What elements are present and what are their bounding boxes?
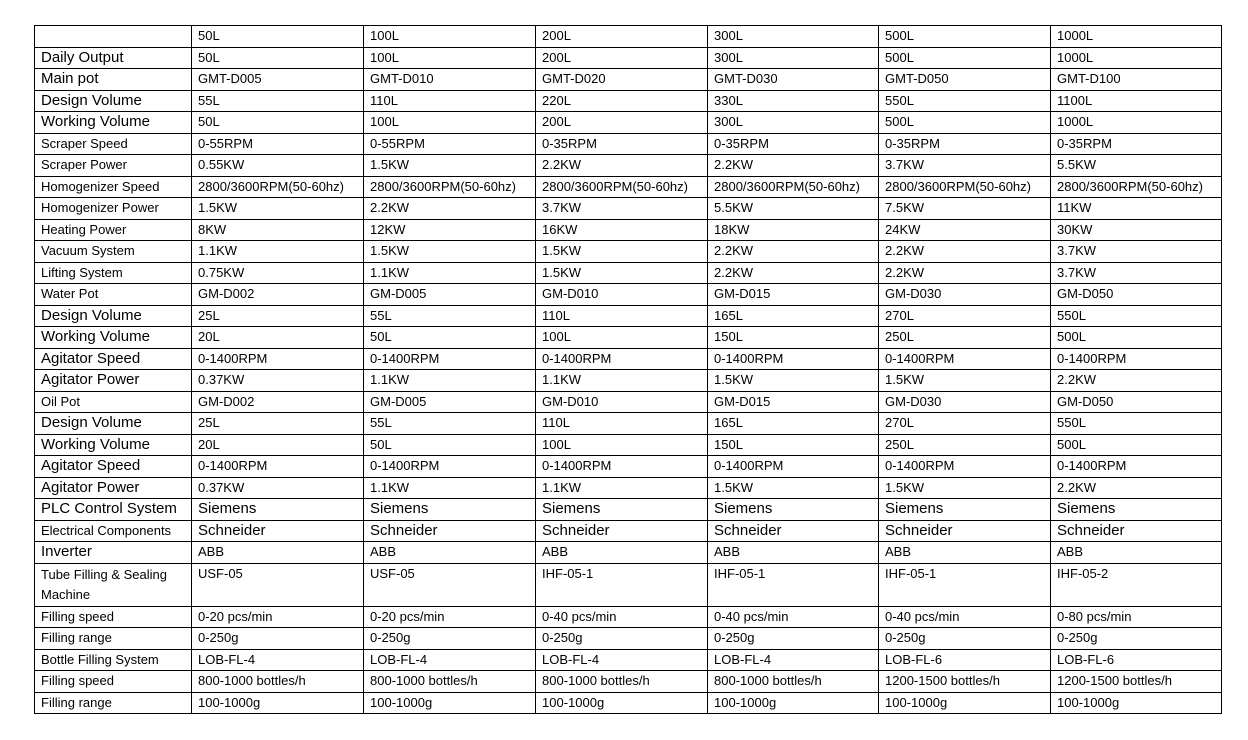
row-label: Working Volume: [35, 327, 192, 349]
table-cell: GM-D030: [879, 391, 1051, 413]
spec-table-body: [35, 26, 1222, 714]
table-row: [35, 305, 1222, 327]
table-cell: 100L: [364, 47, 536, 69]
row-label: Agitator Power: [35, 370, 192, 392]
table-cell: 0-1400RPM: [192, 456, 364, 478]
table-cell: 1.5KW: [364, 155, 536, 177]
table-cell: 1100L: [1051, 90, 1222, 112]
table-row: [35, 456, 1222, 478]
table-cell: 500L: [1051, 327, 1222, 349]
table-cell: LOB-FL-4: [536, 649, 708, 671]
table-cell: 0-1400RPM: [536, 348, 708, 370]
table-cell: 100L: [364, 112, 536, 134]
table-cell: 2800/3600RPM(50-60hz): [536, 176, 708, 198]
table-row: [35, 112, 1222, 134]
table-cell: 0-55RPM: [364, 133, 536, 155]
table-cell: 800-1000 bottles/h: [708, 671, 879, 693]
table-cell: 2.2KW: [364, 198, 536, 220]
table-cell: 1.5KW: [708, 477, 879, 499]
table-cell: 1.1KW: [364, 370, 536, 392]
table-cell: 1.1KW: [364, 477, 536, 499]
table-cell: 25L: [192, 413, 364, 435]
table-cell: 8KW: [192, 219, 364, 241]
table-cell: 5.5KW: [1051, 155, 1222, 177]
table-cell: 100L: [536, 434, 708, 456]
table-cell: 300L: [708, 47, 879, 69]
row-label: Homogenizer Power: [35, 198, 192, 220]
table-cell: 500L: [879, 47, 1051, 69]
table-cell: 55L: [364, 305, 536, 327]
table-row: [35, 413, 1222, 435]
table-row: [35, 348, 1222, 370]
row-label: Agitator Speed: [35, 348, 192, 370]
table-row: [35, 219, 1222, 241]
table-row: [35, 176, 1222, 198]
table-cell: 500L: [879, 26, 1051, 48]
row-label: Filling range: [35, 628, 192, 650]
table-cell: 2800/3600RPM(50-60hz): [708, 176, 879, 198]
table-cell: 0-1400RPM: [708, 348, 879, 370]
table-cell: GMT-D020: [536, 69, 708, 91]
table-cell: 550L: [1051, 305, 1222, 327]
table-cell: 18KW: [708, 219, 879, 241]
table-row: [35, 69, 1222, 91]
table-row: [35, 241, 1222, 263]
table-cell: 1.5KW: [192, 198, 364, 220]
row-label: Scraper Power: [35, 155, 192, 177]
table-cell: 0-35RPM: [708, 133, 879, 155]
table-cell: 1.1KW: [536, 477, 708, 499]
table-cell: 0-1400RPM: [364, 456, 536, 478]
table-cell: USF-05: [364, 563, 536, 606]
table-cell: ABB: [192, 542, 364, 564]
table-cell: Schneider: [879, 520, 1051, 542]
table-row: [35, 198, 1222, 220]
row-label: Filling range: [35, 692, 192, 714]
table-cell: IHF-05-1: [536, 563, 708, 606]
table-cell: 1000L: [1051, 112, 1222, 134]
table-cell: 24KW: [879, 219, 1051, 241]
table-cell: GM-D010: [536, 391, 708, 413]
table-cell: 0-250g: [364, 628, 536, 650]
table-row: [35, 563, 1222, 606]
table-cell: 0-35RPM: [1051, 133, 1222, 155]
table-cell: 1.5KW: [708, 370, 879, 392]
table-cell: 2800/3600RPM(50-60hz): [1051, 176, 1222, 198]
table-cell: 0.37KW: [192, 370, 364, 392]
table-cell: GM-D002: [192, 391, 364, 413]
table-cell: 0-250g: [192, 628, 364, 650]
table-cell: 1.1KW: [192, 241, 364, 263]
table-cell: Siemens: [1051, 499, 1222, 521]
table-cell: 800-1000 bottles/h: [192, 671, 364, 693]
row-label: Homogenizer Speed: [35, 176, 192, 198]
table-cell: Siemens: [192, 499, 364, 521]
table-cell: 150L: [708, 434, 879, 456]
table-row: [35, 327, 1222, 349]
row-label: Design Volume: [35, 413, 192, 435]
table-row: [35, 370, 1222, 392]
table-cell: 50L: [192, 112, 364, 134]
table-cell: Siemens: [708, 499, 879, 521]
table-cell: GM-D002: [192, 284, 364, 306]
table-cell: ABB: [536, 542, 708, 564]
table-cell: ABB: [1051, 542, 1222, 564]
table-cell: 50L: [364, 327, 536, 349]
table-row: [35, 133, 1222, 155]
table-cell: 0-250g: [536, 628, 708, 650]
table-cell: 11KW: [1051, 198, 1222, 220]
table-cell: 330L: [708, 90, 879, 112]
table-cell: GM-D030: [879, 284, 1051, 306]
row-label: Design Volume: [35, 90, 192, 112]
table-cell: 550L: [1051, 413, 1222, 435]
table-cell: 165L: [708, 305, 879, 327]
row-label: Working Volume: [35, 434, 192, 456]
table-cell: LOB-FL-4: [192, 649, 364, 671]
table-cell: 270L: [879, 413, 1051, 435]
table-cell: Schneider: [364, 520, 536, 542]
table-cell: Schneider: [536, 520, 708, 542]
table-cell: 270L: [879, 305, 1051, 327]
table-cell: 300L: [708, 26, 879, 48]
table-cell: Siemens: [364, 499, 536, 521]
table-cell: GM-D050: [1051, 391, 1222, 413]
table-cell: 1.5KW: [536, 241, 708, 263]
table-row: [35, 542, 1222, 564]
table-cell: 100-1000g: [879, 692, 1051, 714]
table-row: [35, 26, 1222, 48]
table-cell: 16KW: [536, 219, 708, 241]
table-cell: 800-1000 bottles/h: [536, 671, 708, 693]
table-cell: 0-1400RPM: [879, 348, 1051, 370]
table-cell: 0-40 pcs/min: [879, 606, 1051, 628]
table-cell: 100-1000g: [708, 692, 879, 714]
table-cell: 0-1400RPM: [1051, 348, 1222, 370]
table-cell: 55L: [364, 413, 536, 435]
table-cell: 2.2KW: [708, 155, 879, 177]
table-cell: 2.2KW: [1051, 477, 1222, 499]
table-cell: 0-250g: [879, 628, 1051, 650]
table-row: [35, 628, 1222, 650]
table-cell: 0-250g: [708, 628, 879, 650]
table-cell: 550L: [879, 90, 1051, 112]
table-cell: 100-1000g: [536, 692, 708, 714]
table-cell: 110L: [536, 305, 708, 327]
table-cell: IHF-05-1: [708, 563, 879, 606]
table-cell: 50L: [364, 434, 536, 456]
table-cell: 200L: [536, 26, 708, 48]
table-cell: GMT-D030: [708, 69, 879, 91]
table-cell: 0-35RPM: [879, 133, 1051, 155]
table-cell: 1000L: [1051, 47, 1222, 69]
table-cell: 100-1000g: [1051, 692, 1222, 714]
table-cell: 1.5KW: [879, 370, 1051, 392]
row-label: Electrical Components: [35, 520, 192, 542]
table-cell: ABB: [708, 542, 879, 564]
table-cell: Siemens: [879, 499, 1051, 521]
table-cell: 250L: [879, 327, 1051, 349]
table-cell: 0.75KW: [192, 262, 364, 284]
table-cell: 7.5KW: [879, 198, 1051, 220]
table-row: [35, 47, 1222, 69]
table-row: [35, 499, 1222, 521]
table-row: [35, 477, 1222, 499]
table-cell: 3.7KW: [536, 198, 708, 220]
row-label: Daily Output: [35, 47, 192, 69]
table-cell: 2800/3600RPM(50-60hz): [879, 176, 1051, 198]
row-label: Vacuum System: [35, 241, 192, 263]
row-label: Lifting System: [35, 262, 192, 284]
table-cell: Siemens: [536, 499, 708, 521]
table-cell: GMT-D050: [879, 69, 1051, 91]
table-cell: 300L: [708, 112, 879, 134]
table-row: [35, 155, 1222, 177]
table-cell: 0-80 pcs/min: [1051, 606, 1222, 628]
table-cell: IHF-05-2: [1051, 563, 1222, 606]
table-cell: 20L: [192, 434, 364, 456]
table-cell: 12KW: [364, 219, 536, 241]
table-cell: 1.1KW: [364, 262, 536, 284]
table-row: [35, 520, 1222, 542]
table-cell: 0-20 pcs/min: [192, 606, 364, 628]
row-label: Inverter: [35, 542, 192, 564]
table-cell: 0-40 pcs/min: [536, 606, 708, 628]
row-label: Water Pot: [35, 284, 192, 306]
table-cell: 2.2KW: [708, 241, 879, 263]
table-row: [35, 649, 1222, 671]
table-cell: 5.5KW: [708, 198, 879, 220]
table-cell: 0-1400RPM: [192, 348, 364, 370]
table-cell: IHF-05-1: [879, 563, 1051, 606]
table-cell: 200L: [536, 112, 708, 134]
table-cell: 0-1400RPM: [364, 348, 536, 370]
table-cell: GMT-D100: [1051, 69, 1222, 91]
table-cell: 3.7KW: [1051, 262, 1222, 284]
table-cell: ABB: [879, 542, 1051, 564]
table-cell: 2800/3600RPM(50-60hz): [364, 176, 536, 198]
row-label: [35, 26, 192, 48]
row-label: Working Volume: [35, 112, 192, 134]
table-cell: 1.5KW: [879, 477, 1051, 499]
table-cell: 50L: [192, 26, 364, 48]
table-cell: 100-1000g: [192, 692, 364, 714]
table-cell: 0-1400RPM: [879, 456, 1051, 478]
table-cell: 1000L: [1051, 26, 1222, 48]
table-cell: ABB: [364, 542, 536, 564]
table-row: [35, 284, 1222, 306]
table-cell: 20L: [192, 327, 364, 349]
table-row: [35, 692, 1222, 714]
table-cell: GM-D005: [364, 391, 536, 413]
table-cell: Schneider: [1051, 520, 1222, 542]
table-cell: 1.5KW: [536, 262, 708, 284]
row-label: Oil Pot: [35, 391, 192, 413]
row-label: Agitator Speed: [35, 456, 192, 478]
table-cell: 2.2KW: [879, 241, 1051, 263]
table-cell: 500L: [879, 112, 1051, 134]
table-cell: 0-20 pcs/min: [364, 606, 536, 628]
table-cell: 0.55KW: [192, 155, 364, 177]
row-label: Bottle Filling System: [35, 649, 192, 671]
table-cell: 1.1KW: [536, 370, 708, 392]
row-label: Scraper Speed: [35, 133, 192, 155]
table-cell: 1200-1500 bottles/h: [1051, 671, 1222, 693]
table-cell: 100L: [536, 327, 708, 349]
table-cell: 2.2KW: [708, 262, 879, 284]
row-label: PLC Control System: [35, 499, 192, 521]
table-cell: GM-D010: [536, 284, 708, 306]
table-cell: 0-1400RPM: [536, 456, 708, 478]
table-cell: LOB-FL-6: [1051, 649, 1222, 671]
table-cell: 0-35RPM: [536, 133, 708, 155]
table-cell: 0-40 pcs/min: [708, 606, 879, 628]
table-cell: 500L: [1051, 434, 1222, 456]
table-cell: 220L: [536, 90, 708, 112]
row-label: Design Volume: [35, 305, 192, 327]
table-cell: 1.5KW: [364, 241, 536, 263]
table-cell: 165L: [708, 413, 879, 435]
table-cell: 0-1400RPM: [1051, 456, 1222, 478]
row-label: Filling speed: [35, 671, 192, 693]
table-cell: 100-1000g: [364, 692, 536, 714]
table-cell: 2.2KW: [536, 155, 708, 177]
spec-table: [34, 25, 1222, 714]
row-label: Main pot: [35, 69, 192, 91]
table-cell: LOB-FL-6: [879, 649, 1051, 671]
table-cell: LOB-FL-4: [708, 649, 879, 671]
table-cell: 0-250g: [1051, 628, 1222, 650]
table-row: [35, 671, 1222, 693]
table-cell: 3.7KW: [879, 155, 1051, 177]
table-cell: 2.2KW: [879, 262, 1051, 284]
table-cell: 110L: [364, 90, 536, 112]
table-row: [35, 606, 1222, 628]
table-cell: 150L: [708, 327, 879, 349]
table-cell: 100L: [364, 26, 536, 48]
table-cell: USF-05: [192, 563, 364, 606]
table-cell: GM-D015: [708, 284, 879, 306]
row-label: Agitator Power: [35, 477, 192, 499]
table-cell: 250L: [879, 434, 1051, 456]
row-label: Heating Power: [35, 219, 192, 241]
table-row: [35, 262, 1222, 284]
row-label: Filling speed: [35, 606, 192, 628]
table-cell: 1200-1500 bottles/h: [879, 671, 1051, 693]
table-cell: Schneider: [708, 520, 879, 542]
table-cell: 50L: [192, 47, 364, 69]
table-cell: GMT-D010: [364, 69, 536, 91]
table-cell: 200L: [536, 47, 708, 69]
table-cell: GMT-D005: [192, 69, 364, 91]
table-cell: GM-D005: [364, 284, 536, 306]
table-row: [35, 90, 1222, 112]
table-cell: 2.2KW: [1051, 370, 1222, 392]
table-row: [35, 391, 1222, 413]
table-cell: Schneider: [192, 520, 364, 542]
table-cell: 25L: [192, 305, 364, 327]
table-cell: 3.7KW: [1051, 241, 1222, 263]
table-cell: GM-D015: [708, 391, 879, 413]
table-cell: 0.37KW: [192, 477, 364, 499]
table-cell: 0-1400RPM: [708, 456, 879, 478]
table-cell: LOB-FL-4: [364, 649, 536, 671]
table-cell: 30KW: [1051, 219, 1222, 241]
table-cell: 2800/3600RPM(50-60hz): [192, 176, 364, 198]
table-row: [35, 434, 1222, 456]
table-cell: 110L: [536, 413, 708, 435]
table-cell: 800-1000 bottles/h: [364, 671, 536, 693]
table-cell: 55L: [192, 90, 364, 112]
table-cell: GM-D050: [1051, 284, 1222, 306]
row-label: Tube Filling & Sealing Machine: [35, 563, 192, 606]
table-cell: 0-55RPM: [192, 133, 364, 155]
